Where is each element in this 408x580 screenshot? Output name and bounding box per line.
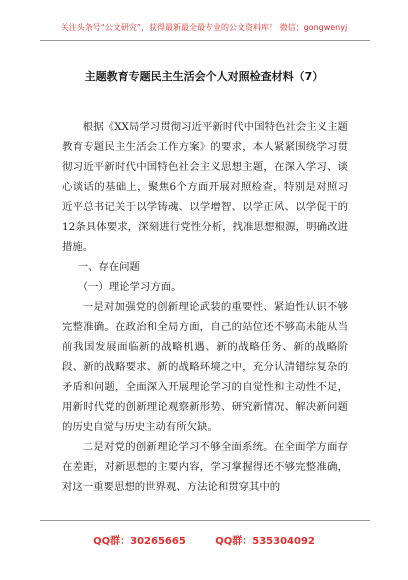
subsection-heading-theory: （一）理论学习方面。 <box>77 281 182 293</box>
intro-paragraph: 根据《XX局学习贯彻习近平新时代中国特色社会主义主题教育专题民主生活会工作方案》的要求，本人紧紧围绕学习贯彻习近平新时代中国特色社会主义思想主题，在深入学习、谈心谈话的基础上，聚焦6个方面开展对照检查，特别是对照习近平总书记关于以学铸魂、以学增智、以学正风、以学促干的12条具体要求，深刻进行党性分析，找准思想根源，明确改进措施。 <box>62 121 348 253</box>
header-divider <box>40 40 370 41</box>
section-heading-problems: 一、存在问题 <box>77 261 140 273</box>
point-two-paragraph: 二是对党的创新理论学习不够全面系统。在全面学方面存在差距，对新思想的主要内容，学习掌握得还不够完整准确，对这一重要思想的世界观、方法论和贯穿其中的 <box>62 441 348 493</box>
footer-divider <box>40 520 370 521</box>
footer-contact <box>0 532 408 547</box>
document-title: 主题教育专题民主生活会个人对照检查材料（7） <box>84 70 324 83</box>
footer-qq-group-2: QQ群：535304092 <box>215 536 315 547</box>
footer-qq-group-1: QQ群：30265665 <box>93 536 186 547</box>
document-body <box>62 117 348 497</box>
point-one-paragraph: 一是对加强党的创新理论武装的重要性、紧迫性认识不够完整准确。在政治和全局方面，自己的站位还不够高未能从当前我国发展面临新的战略机遇、新的战略任务、新的战略阶段、新的战略要求、新的战略环境之中，充分认清错综复杂的矛盾和问题，全面深入开展理论学习的自觉性和主动性不足，用新时代党的创新理论观察新形势、研究新情况、解决新问题的历史自觉与历史主动有所欠缺。 <box>62 301 348 433</box>
header-banner: 关注头条号“公文研究”，获得最新最全最专业的公文资料库！ 微信：gongwenyj <box>60 23 348 32</box>
